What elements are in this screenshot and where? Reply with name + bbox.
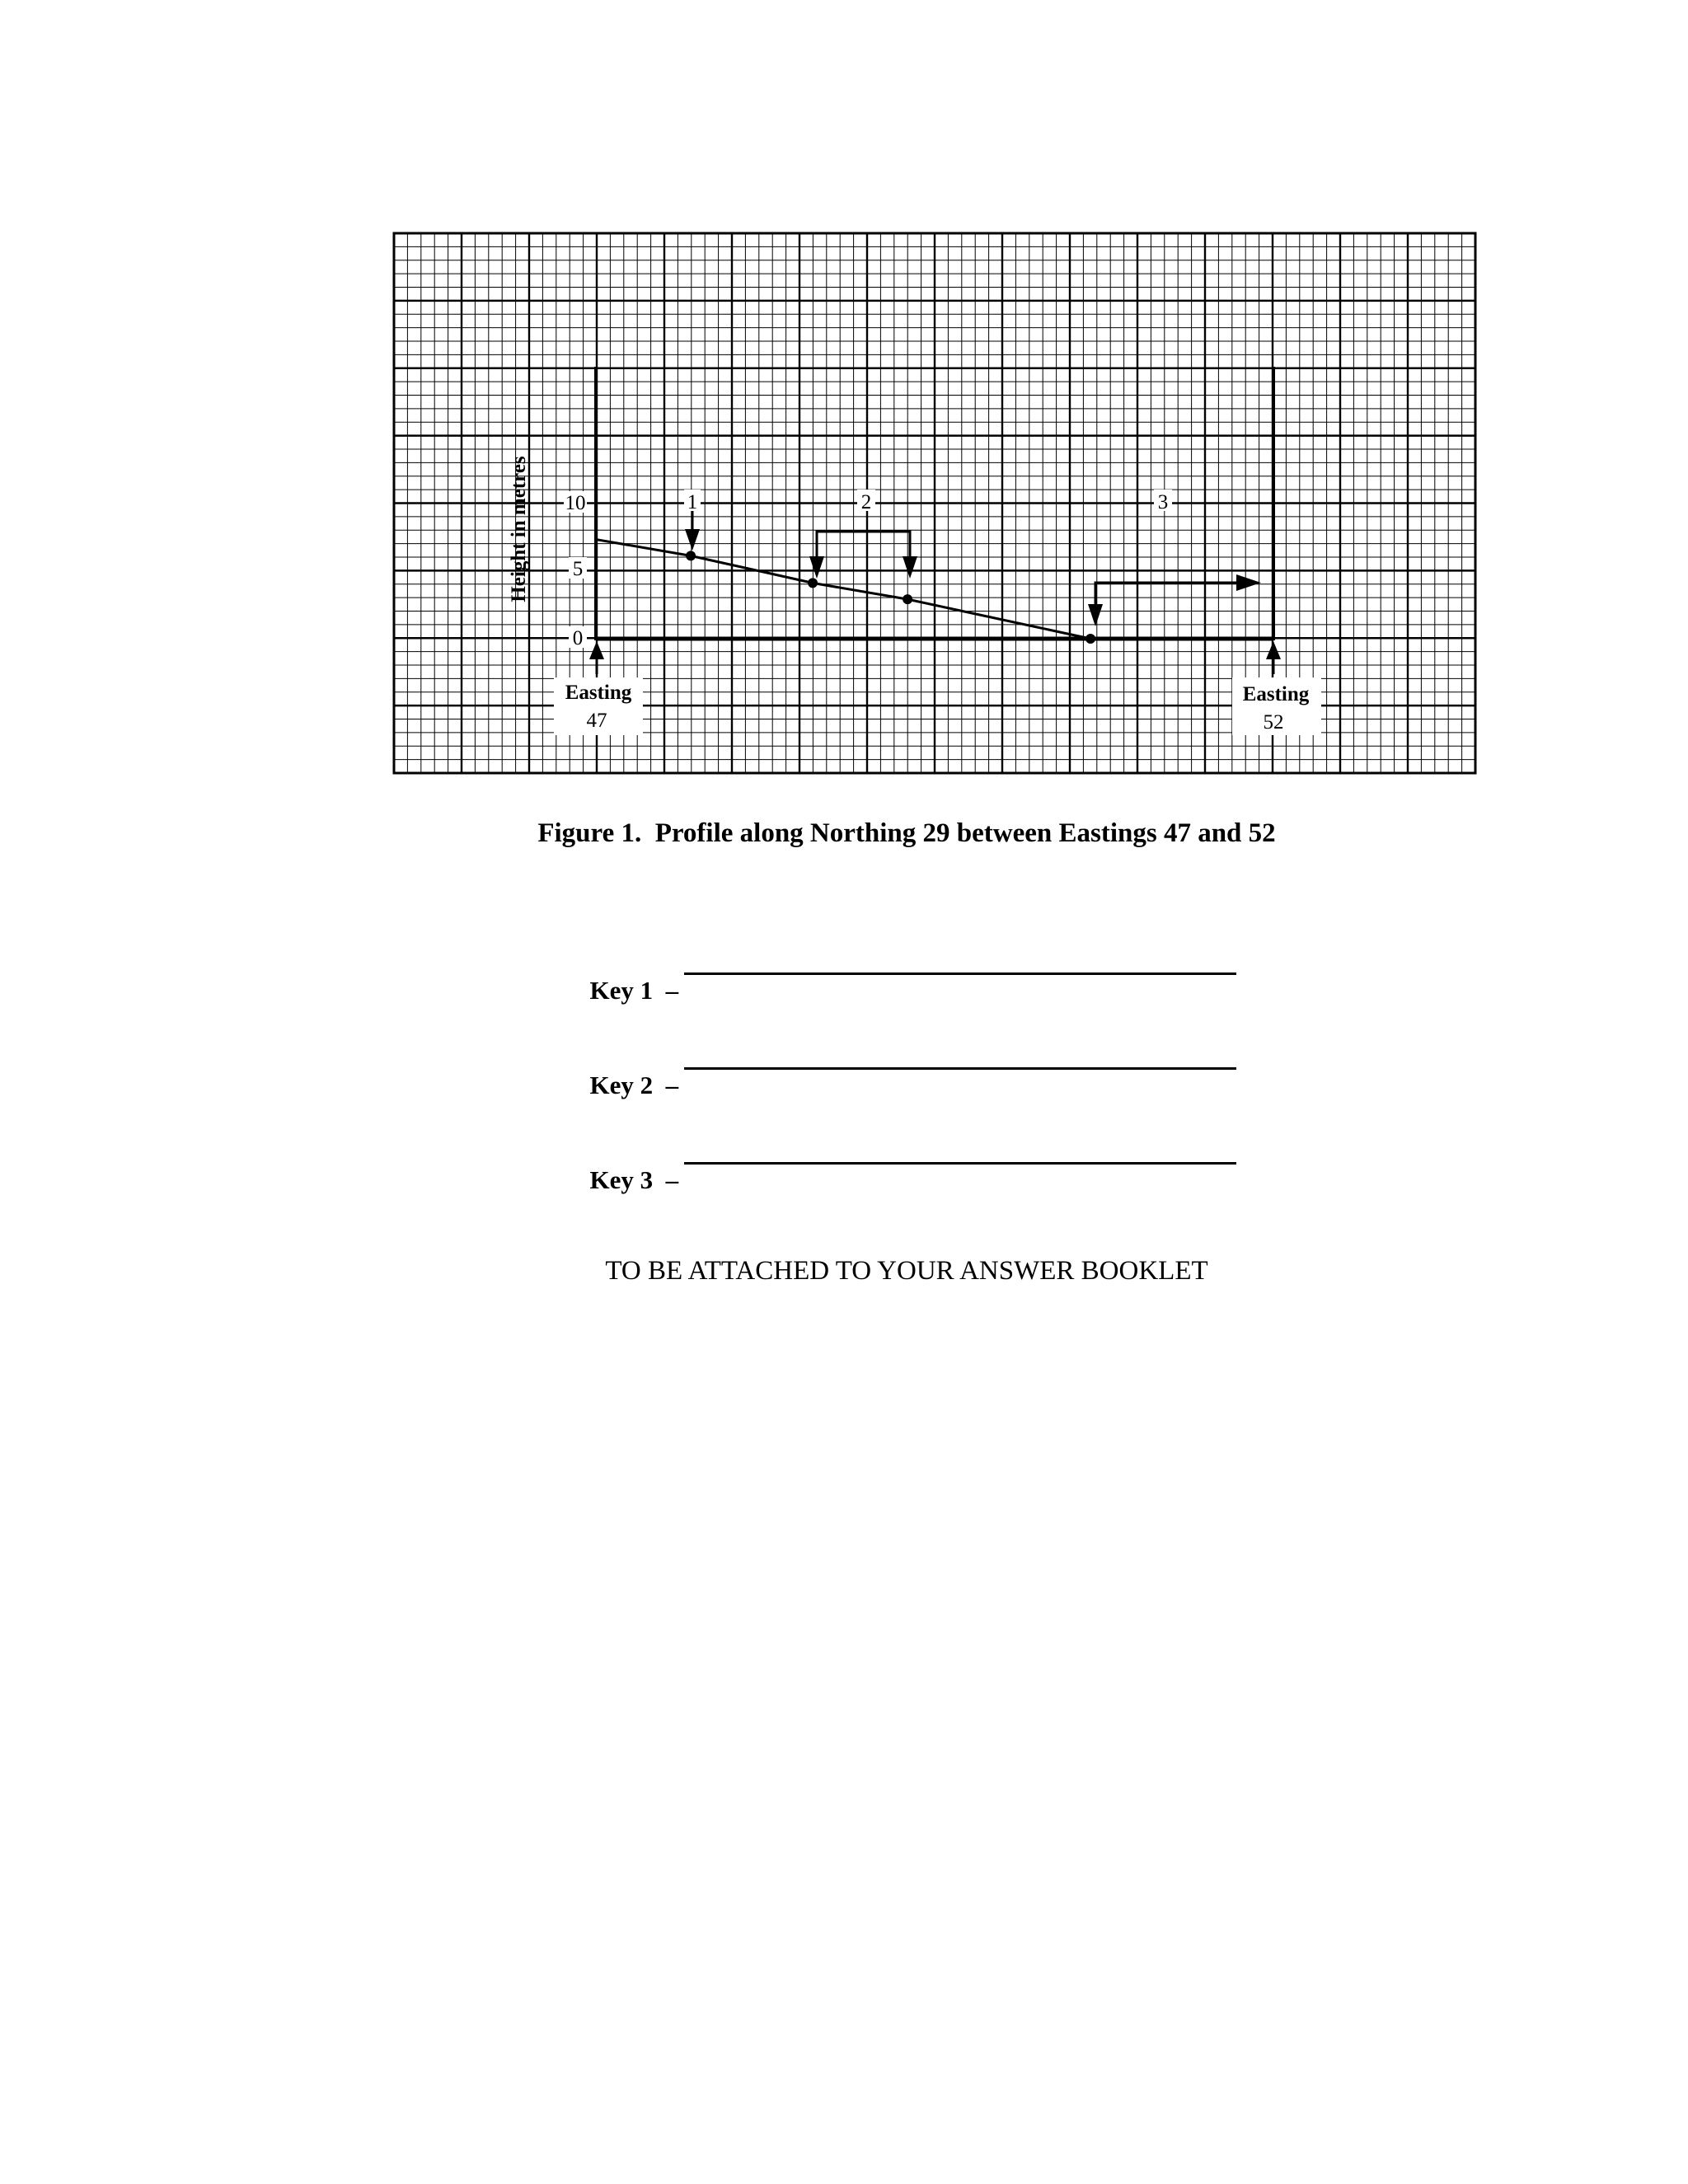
key-1-answer-line[interactable]: [684, 972, 1236, 975]
y-tick-label-10: 10: [565, 492, 586, 514]
profile-point-2: [808, 578, 818, 588]
easting-left-label: Easting: [565, 682, 632, 704]
easting-left-value: 47: [586, 710, 607, 732]
y-tick-label-5: 5: [572, 558, 584, 580]
key-2-answer-line[interactable]: [684, 1067, 1236, 1070]
key-3-answer-line[interactable]: [684, 1162, 1236, 1165]
profile-point-3: [903, 594, 912, 604]
easting-right-arrow-icon: [1266, 641, 1281, 674]
key-3-row: [577, 1136, 678, 1195]
marker-2-label: 2: [860, 491, 872, 513]
profile-point-4: [1085, 634, 1095, 644]
key-2-dash: –: [665, 1071, 679, 1099]
y-tick-label-0: 0: [572, 627, 584, 649]
easting-right-label: Easting: [1242, 683, 1310, 705]
y-axis-label: Height in metres: [508, 456, 530, 602]
key-3-label: Key 3: [589, 1165, 654, 1194]
key-1-row: [577, 946, 678, 1005]
marker-3-arrow-icon: [1088, 574, 1261, 626]
key-2-row: [577, 1041, 678, 1100]
easting-right-value: 52: [1263, 711, 1284, 733]
key-3-dash: –: [665, 1165, 679, 1194]
key-1-label: Key 1: [589, 976, 654, 1005]
profile-point-1: [686, 551, 696, 560]
key-1-dash: –: [665, 976, 679, 1005]
marker-1-label: 1: [687, 491, 698, 513]
key-2-label: Key 2: [589, 1071, 654, 1099]
figure-caption: Figure 1. Profile along Northing 29 between Eastings 47 and 52: [537, 818, 1276, 848]
marker-3-label: 3: [1157, 491, 1169, 513]
attach-instruction: TO BE ATTACHED TO YOUR ANSWER BOOKLET: [605, 1256, 1208, 1286]
easting-left-arrow-icon: [589, 641, 604, 674]
